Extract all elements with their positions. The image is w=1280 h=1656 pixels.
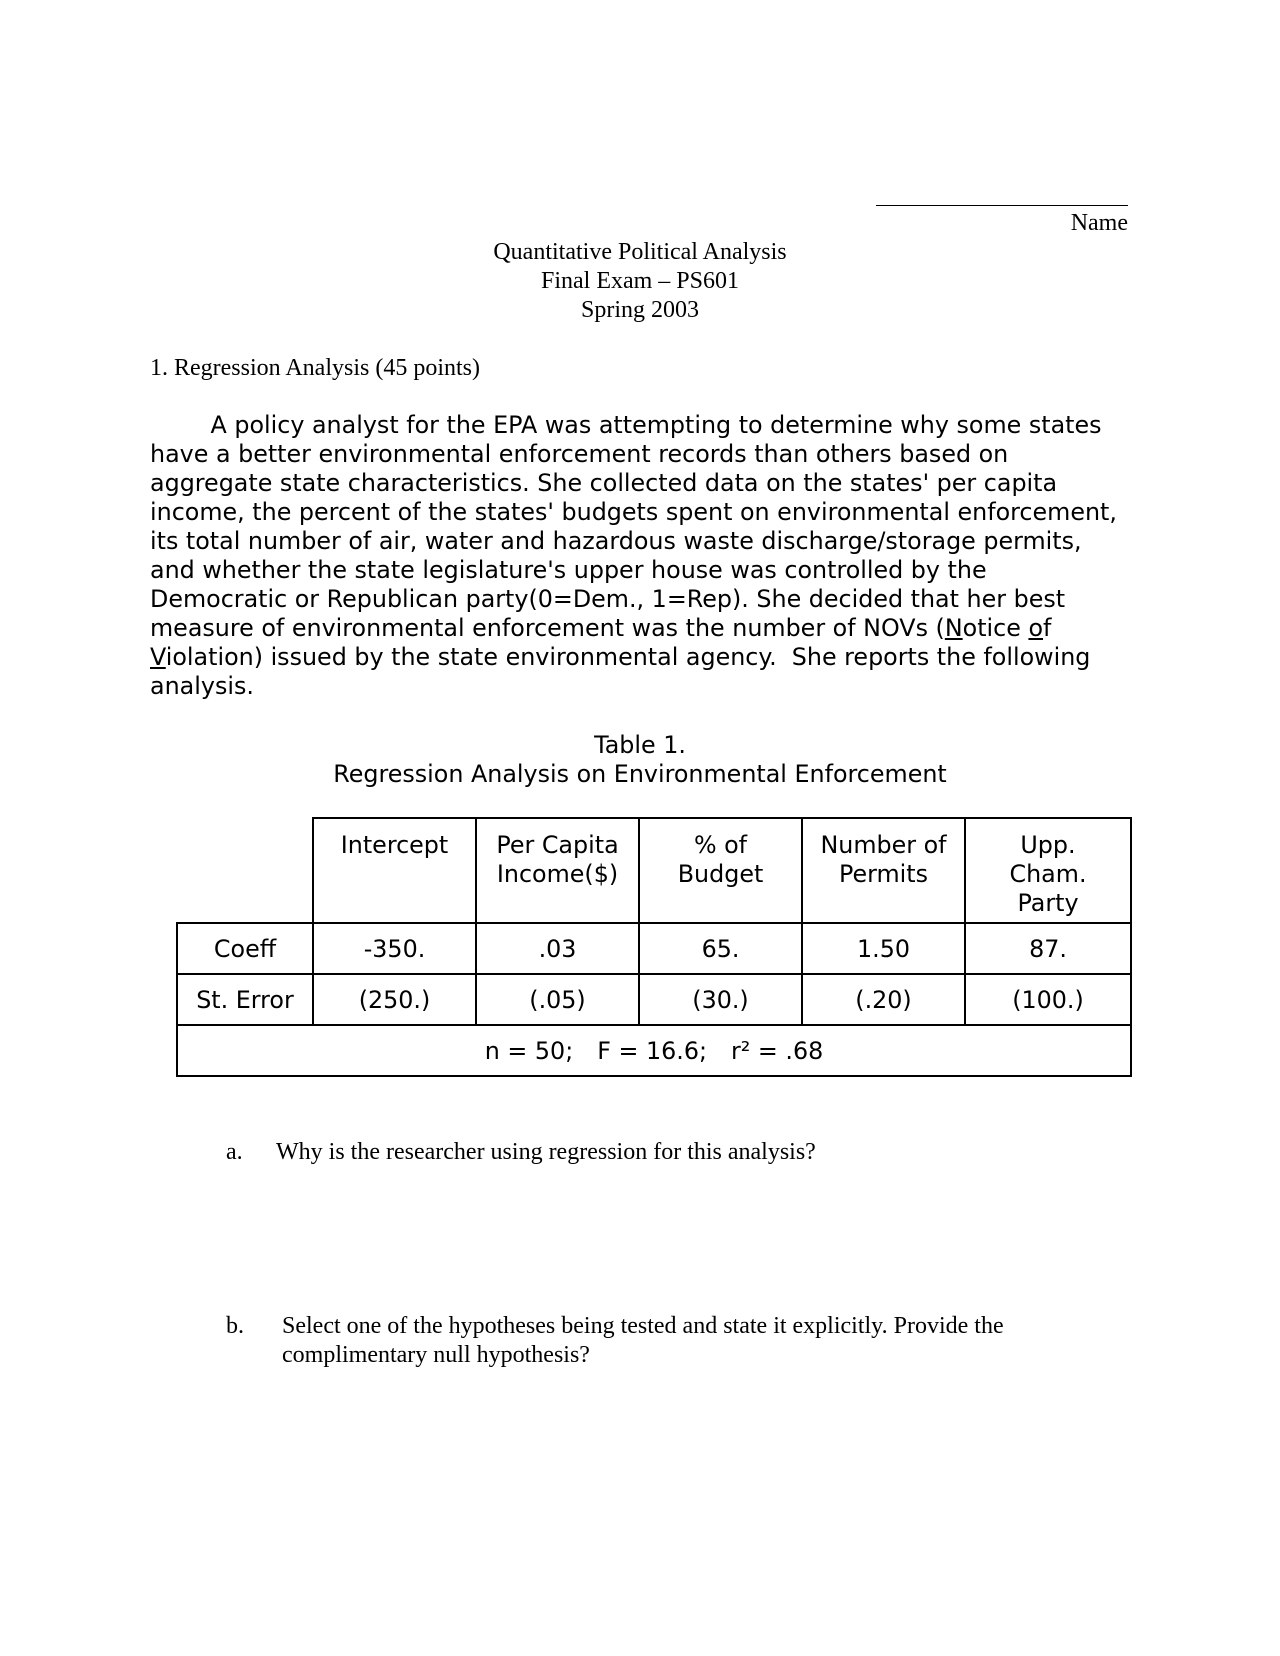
table-row-st-error [177,974,1131,1025]
table-cell: (100.) [965,974,1131,1025]
column-header-line: Cham. [1009,860,1087,888]
table-cell: 65. [639,923,802,974]
row-label: St. Error [177,974,313,1025]
exam-header [0,238,1280,325]
table-cell: (30.) [639,974,802,1025]
table-caption [0,731,1280,789]
table-header-row [177,818,1131,923]
column-header-line: Budget [677,860,764,888]
column-header-upper-chamber-party [965,818,1131,923]
column-header-line: Intercept [340,831,449,859]
question-1-heading: 1. Regression Analysis (45 points) [150,355,480,381]
course-title: Quantitative Political Analysis [493,239,787,265]
column-header-percent-budget [639,818,802,923]
table-cell: 1.50 [802,923,965,974]
regression-table [176,817,1132,1077]
question-letter: b. [226,1313,244,1339]
table-cell: (250.) [313,974,476,1025]
model-stats-cell [177,1025,1131,1076]
empty-corner-cell [177,818,313,923]
column-header-line: Party [1017,889,1079,917]
column-header-per-capita-income [476,818,639,923]
stat-n: n = 50; [484,1036,574,1065]
table-row-coeff [177,923,1131,974]
exam-title: Final Exam – PS601 [540,268,739,294]
column-header-line: Income($) [496,860,619,888]
column-header-line: % of [693,831,748,859]
column-header-line: Per Capita [496,831,619,859]
intro-text-start: A policy analyst for the EPA was attempting to determine why some states have a better environmental enforcement records than others based on aggregate state characteristics. She collected data on the states' per capita income, the percent of the states' budgets spent on environmental enforcement, its total number of air, water and hazardous waste discharge/storage permits, and whether the state legislature's upper house was controlled by the Democratic or Republican party(0=Dem., 1=Rep). She decided that her best measure of environmental enforcement was the number of NOVs ( [150,411,1125,642]
name-label: Name [1070,210,1128,236]
table-cell: (.05) [476,974,639,1025]
stat-r-squared: r² = .68 [730,1036,824,1065]
stat-f: F = 16.6; [597,1036,707,1065]
nov-otice: otice [962,614,1029,642]
nov-underlined-o: o [1028,614,1043,642]
table-cell: .03 [476,923,639,974]
row-label: Coeff [177,923,313,974]
nov-underlined-n: N [944,614,963,642]
column-header-line: Number of [820,831,947,859]
nov-f: f [1043,614,1059,642]
question-text: Why is the researcher using regression for this analysis? [276,1139,816,1165]
table-title: Regression Analysis on Environmental Enforcement [333,760,947,788]
question-text-line: complimentary null hypothesis? [282,1342,590,1368]
column-header-number-of-permits [802,818,965,923]
exam-term: Spring 2003 [580,297,699,323]
column-header-intercept [313,818,476,923]
table-cell: 87. [965,923,1131,974]
name-line [876,205,1128,206]
intro-text-end: iolation) issued by the state environmental agency. She reports the following analysis. [150,643,1098,700]
column-header-line: Permits [838,860,929,888]
table-cell: (.20) [802,974,965,1025]
nov-underlined-v: V [150,643,166,671]
table-number: Table 1. [594,731,686,759]
table-cell: -350. [313,923,476,974]
column-header-line: Upp. [1020,831,1076,859]
table-row-model-stats [177,1025,1131,1076]
question-1-intro [150,411,1130,701]
question-text-line: Select one of the hypotheses being tested and state it explicitly. Provide the [282,1313,1004,1339]
question-letter: a. [226,1139,243,1165]
question-text [282,1312,1004,1370]
